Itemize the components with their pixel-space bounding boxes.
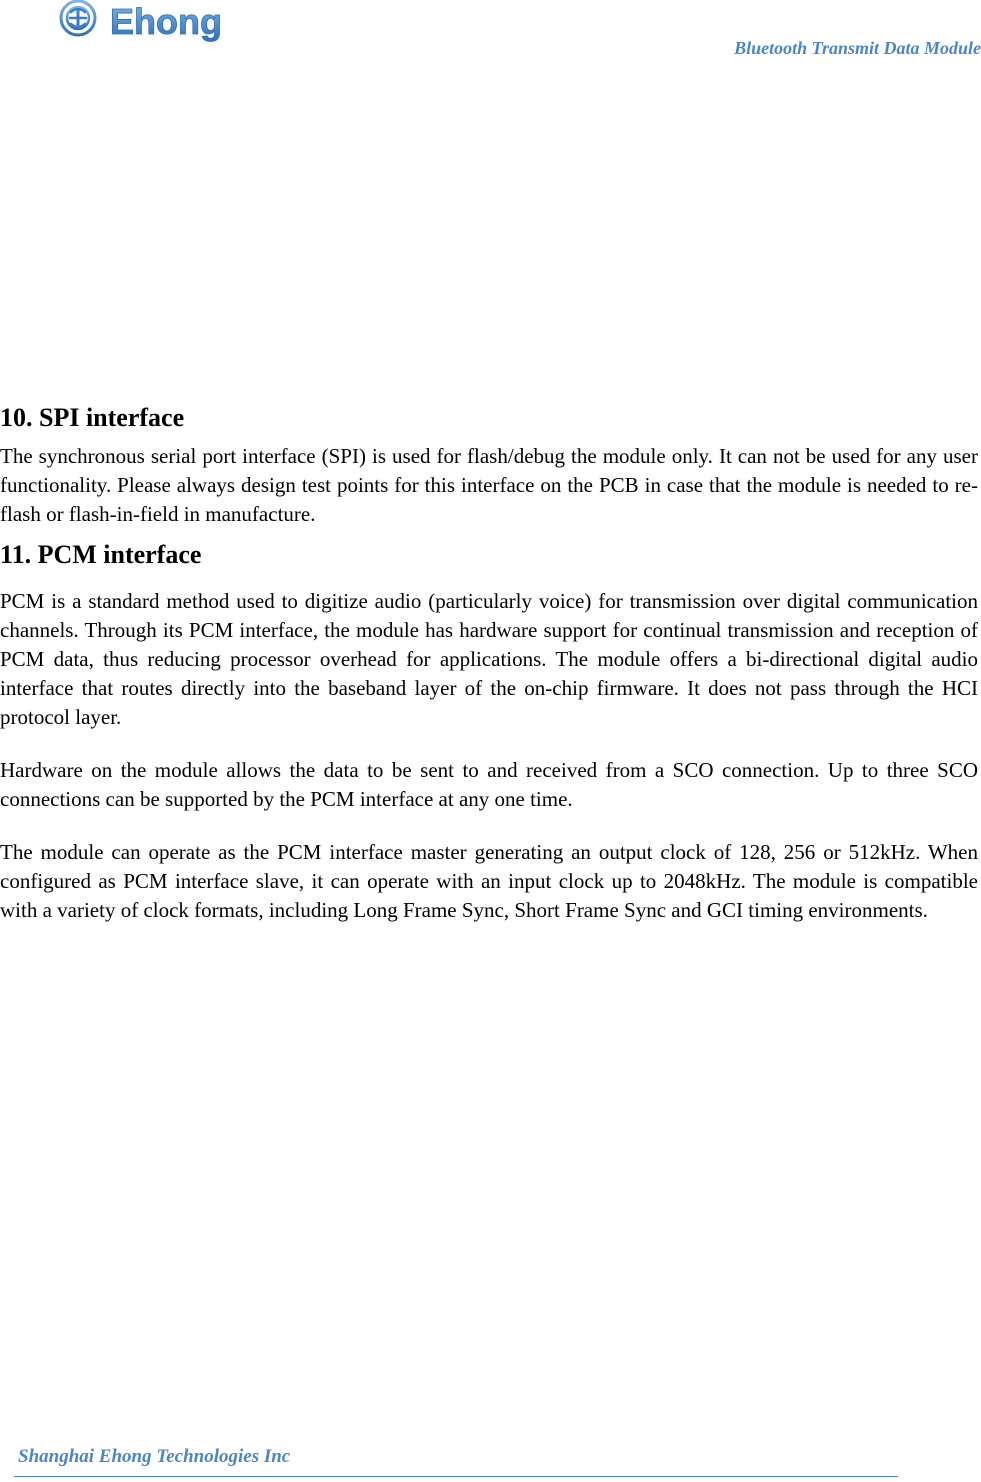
footer-divider xyxy=(14,1476,898,1477)
pcm-paragraph-2: Hardware on the module allows the data to be sent to and received from a SCO connection. Up to three SCO connections can be supported by the PCM interface at any one time. xyxy=(0,758,978,811)
spi-paragraph: The synchronous serial port interface (SPI) is used for flash/debug the module only. It can not be used for any user functionality. Please always design test points for this interface on the PCB in case that the module is needed to re-flash or flash-in-field in manufacture. xyxy=(0,444,978,526)
section-heading-pcm: 11. PCM interface xyxy=(0,540,202,569)
pcm-paragraph-1: PCM is a standard method used to digitize audio (particularly voice) for transmission over digital communication channels. Through its PCM interface, the module has hardware support for continual transmission and reception of PCM data, thus reducing processor overhead for applications. The module offers a bi-directional digital audio interface that routes directly into the baseband layer of the on-chip firmware. It does not pass through the HCI protocol layer. xyxy=(0,589,978,729)
pcm-paragraph-3: The module can operate as the PCM interface master generating an output clock of 128, 256 or 512kHz. When configured as PCM interface slave, it can operate with an input clock up to 2048kHz. The module is compatible with a variety of clock formats, including Long Frame Sync, Short Frame Sync and GCI timing environments. xyxy=(0,840,978,922)
logo-wordmark: Ehong xyxy=(110,1,222,42)
document-header-title: Bluetooth Transmit Data Module xyxy=(734,38,981,58)
footer-company-name: Shanghai Ehong Technologies Inc xyxy=(18,1446,291,1467)
section-heading-spi: 10. SPI interface xyxy=(0,403,185,432)
ehong-logo xyxy=(54,0,282,44)
main-content xyxy=(0,398,978,949)
logo-emblem-icon xyxy=(61,1,95,35)
